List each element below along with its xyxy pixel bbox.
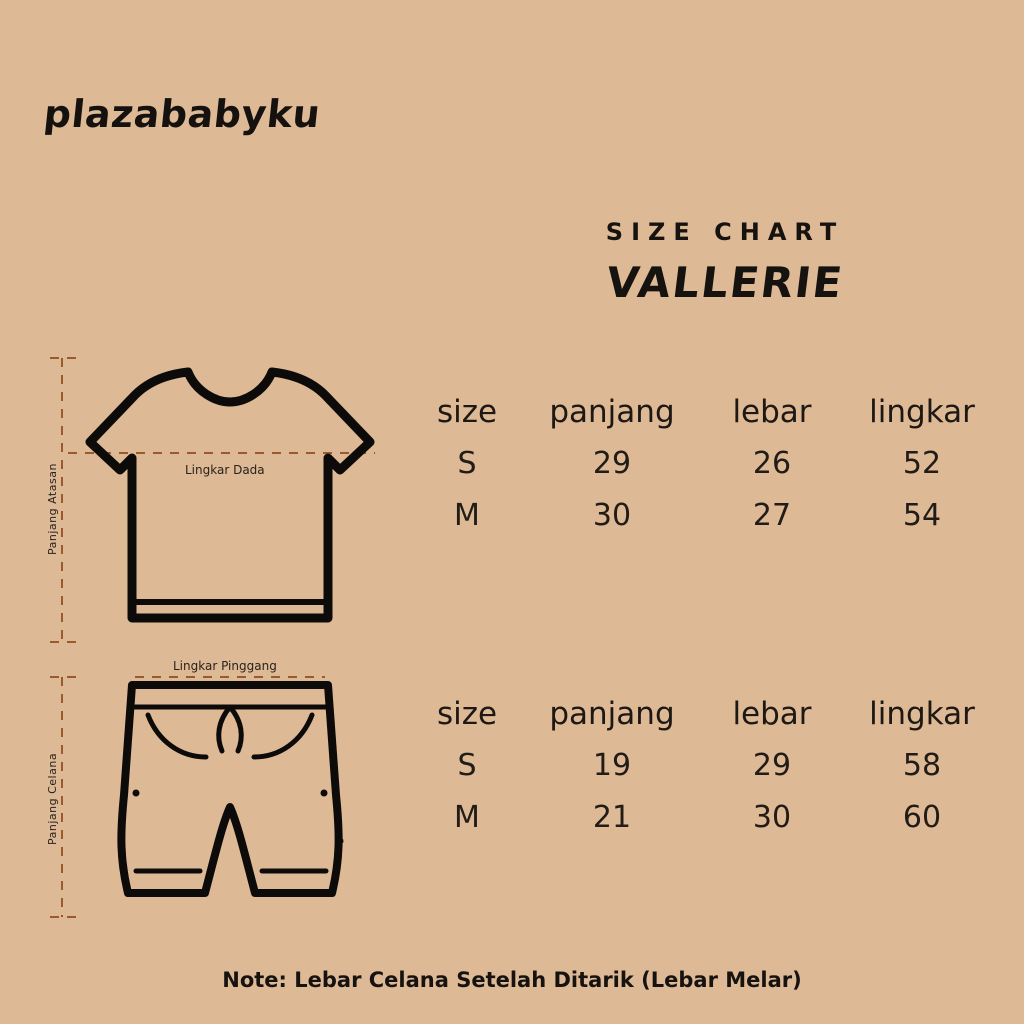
lingkar-pinggang-label: Lingkar Pinggang [173, 659, 277, 673]
table-cell: M [454, 800, 480, 835]
panjang-celana-label: Panjang Celana [46, 752, 59, 845]
table-cell: 60 [902, 800, 942, 835]
table-cell: 26 [752, 446, 792, 481]
table-cell: 54 [902, 498, 942, 533]
table-cell: S [457, 748, 477, 783]
table-cell: 30 [752, 800, 792, 835]
table-cell: 52 [902, 446, 942, 481]
column-header-lingkar: lingkar [869, 696, 975, 732]
tshirt-figure [40, 350, 420, 654]
lingkar-dada-label: Lingkar Dada [185, 463, 265, 477]
table-cell: 29 [752, 748, 792, 783]
table-cell: 27 [752, 498, 792, 533]
header [430, 218, 1020, 307]
page-title: VALLERIE [603, 258, 847, 307]
footer-note: Note: Lebar Celana Setelah Ditarik (Lebar Melar) [222, 968, 802, 992]
table-cell: 58 [902, 748, 942, 783]
column-header-panjang: panjang [549, 696, 675, 732]
table-cell: 19 [592, 748, 632, 783]
tshirt-illustration [40, 350, 420, 650]
table-cell: S [457, 446, 477, 481]
table-cell: M [454, 498, 480, 533]
column-header-size: size [436, 394, 498, 430]
column-header-lebar: lebar [732, 696, 812, 732]
shorts-figure [40, 645, 420, 939]
size-table-celana [412, 688, 1002, 844]
shorts-illustration [40, 645, 420, 935]
column-header-panjang: panjang [549, 394, 675, 430]
size-table-atasan [412, 386, 1002, 542]
column-header-lingkar: lingkar [869, 394, 975, 430]
table-cell: 21 [592, 800, 632, 835]
table-cell: 30 [592, 498, 632, 533]
column-header-size: size [436, 696, 498, 732]
column-header-lebar: lebar [732, 394, 812, 430]
header-kicker: SIZE CHART [605, 218, 845, 246]
table-cell: 29 [592, 446, 632, 481]
panjang-atasan-label: Panjang Atasan [46, 463, 59, 555]
brand-name: plazababyku [41, 92, 323, 136]
